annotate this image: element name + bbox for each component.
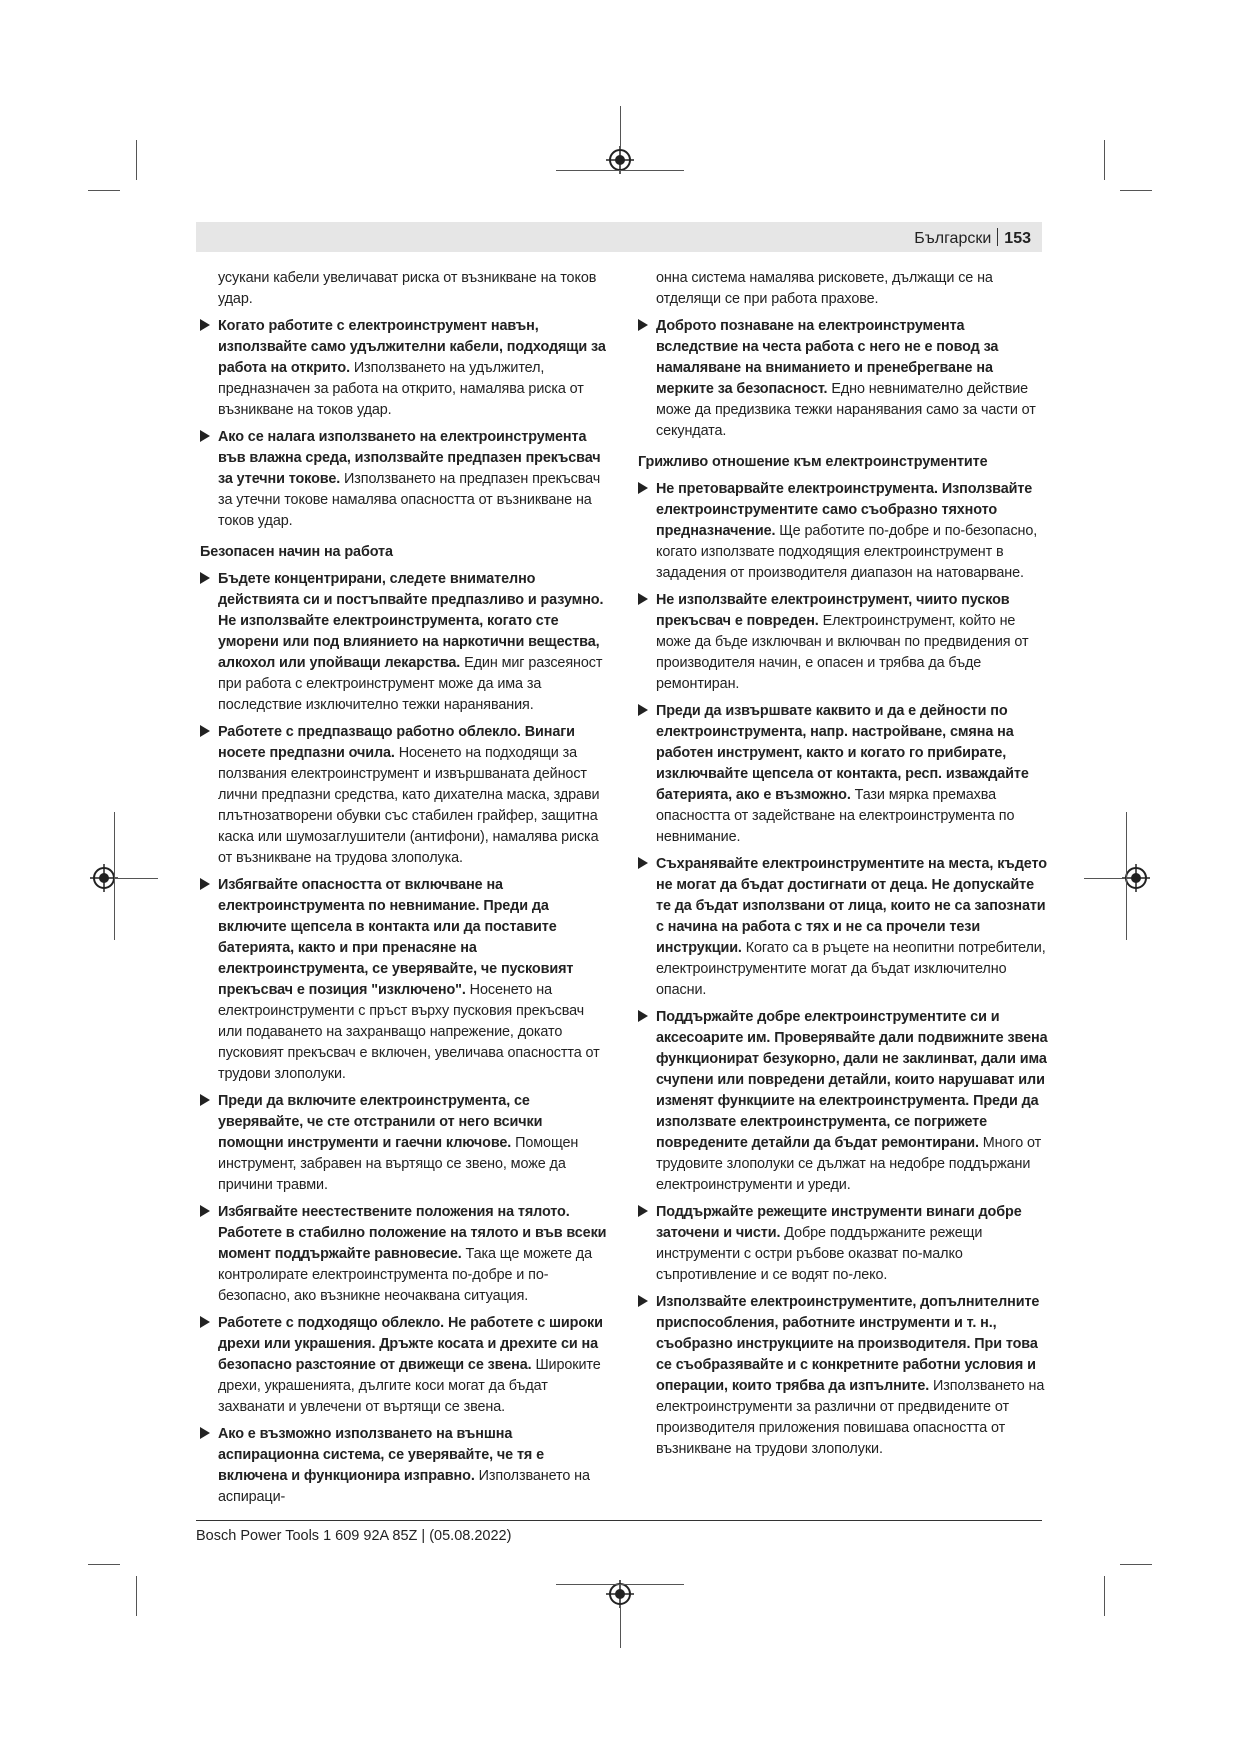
bullet-item: [200, 316, 610, 421]
crop-mark: [1084, 878, 1124, 879]
bullet-list: [200, 316, 610, 532]
bullet-text: Когато са в ръцете на неопитни потребители, електроинструментите могат да бъдат изключително опасни.: [656, 940, 1046, 998]
bullet-list: [638, 479, 1048, 1460]
bullet-bold-text: Работете с предпазващо работно облекло. Винаги носете предпазни очила.: [218, 724, 575, 761]
bullet-triangle-icon: [200, 1427, 210, 1439]
bullet-item: [200, 875, 610, 1085]
bullet-item: [200, 1091, 610, 1196]
paragraph: онна система намалява рисковете, дължащи се на отделящи се при работа прахове.: [656, 270, 993, 307]
crop-mark: [1126, 812, 1127, 940]
bullet-triangle-icon: [200, 1094, 210, 1106]
bullet-bold-text: Не претоварвайте електроинструмента. Използвайте електроинструментите само съобразно тяхното предназначение.: [656, 481, 1033, 539]
bullet-item: [200, 1424, 610, 1508]
bullet-text: Използването на предпазен прекъсвач за утечни токове намалява опасността от възникване на токов удар.: [218, 471, 601, 529]
bullet-item: [200, 1313, 610, 1418]
crop-mark: [118, 878, 158, 879]
bullet-bold-text: Поддържайте добре електроинструментите си и аксесоарите им. Проверявайте дали подвижните звена функционират безукорно, дали не заклинват, дали има счупени или повредени детайли, които нарушават или изменят функциите на електроинструмента. Преди да използвате електроинструмента, се погрижете повредените детайли да бъдат ремонтирани.: [656, 1009, 1048, 1151]
bullet-text: Използването на електроинструменти за различни от предвидените от производителя приложения повишава опасността от възникване на трудови злополуки.: [656, 1378, 1045, 1457]
bullet-text: Добре поддържаните режещи инструменти с остри ръбове оказват по-малко съпротивление и се водят по-леко.: [656, 1225, 983, 1283]
bullet-item: [200, 722, 610, 869]
bullet-text: Помощен инструмент, забравен на въртящо се звено, може да причини травми.: [218, 1135, 579, 1193]
bullet-item: [638, 701, 1048, 848]
bullet-triangle-icon: [638, 593, 648, 605]
bullet-triangle-icon: [200, 878, 210, 890]
paragraph: усукани кабели увеличават риска от възникване на токов удар.: [218, 270, 597, 307]
crop-mark: [620, 1608, 621, 1648]
crop-mark: [1104, 140, 1105, 180]
bullet-item: [638, 316, 1048, 442]
page-header: [914, 228, 1031, 248]
bullet-bold-text: Работете с подходящо облекло. Не работете с широки дрехи или украшения. Дръжте косата и дрехите си на безопасно разстояние от движещи се звена.: [218, 1315, 603, 1373]
bullet-bold-text: Преди да извършвате каквито и да е дейности по електроинструмента, напр. настройване, смяна на работен инструмент, както и когато го прибирате, изключвайте щепсела от контакта, респ. изваждайте батерията, ако е възможно.: [656, 703, 1029, 803]
bullet-item: [638, 1007, 1048, 1196]
bullet-triangle-icon: [200, 430, 210, 442]
bullet-triangle-icon: [200, 725, 210, 737]
bullet-text: Използването на удължител, предназначен за работа на открито, намалява риска от възникване на токов удар.: [218, 360, 584, 418]
crop-mark: [1120, 1564, 1152, 1565]
bullet-item: [638, 854, 1048, 1001]
crop-mark: [1120, 190, 1152, 191]
right-column: [638, 268, 1048, 1466]
bullet-text: Така ще можете да контролирате електроинструмента по-добре и по-безопасно, ако възникне неочаквана ситуация.: [218, 1246, 592, 1304]
bullet-triangle-icon: [200, 319, 210, 331]
bullet-text: Тази мярка премахва опасността от задействане на електроинструмента по невнимание.: [656, 787, 1015, 845]
bullet-triangle-icon: [638, 704, 648, 716]
bullet-text: Ще работите по-добре и по-безопасно, когато използвате подходящия електроинструмент в зададения от производителя диапазон на натоварване.: [656, 523, 1038, 581]
bullet-triangle-icon: [200, 1205, 210, 1217]
bullet-item: [638, 1202, 1048, 1286]
bullet-triangle-icon: [638, 482, 648, 494]
bullet-triangle-icon: [638, 1010, 648, 1022]
bullet-text: Широките дрехи, украшенията, дългите коси могат да бъдат захванати и увлечени от въртящи се звена.: [218, 1357, 601, 1415]
bullet-bold-text: Преди да включите електроинструмента, се уверявайте, че сте отстранили от него всички помощни инструменти и гаечни ключове.: [218, 1093, 543, 1151]
bullet-list: [638, 316, 1048, 442]
bullet-text: Носенето на електроинструменти с пръст върху пусковия прекъсвач или подаването на захранващо напрежение, докато пусковият прекъсвач е включен, увеличава опасността от трудови злополуки.: [218, 982, 600, 1082]
section-heading: Грижливо отношение към електроинструментите: [638, 454, 988, 470]
bullet-item: [638, 1292, 1048, 1460]
crop-mark: [136, 1576, 137, 1616]
header-separator: [997, 228, 998, 246]
page-footer: Bosch Power Tools 1 609 92A 85Z | (05.08.2022): [196, 1528, 512, 1544]
left-column: [200, 268, 610, 1514]
bullet-item: [200, 569, 610, 716]
crop-mark: [556, 170, 684, 171]
bullet-triangle-icon: [638, 857, 648, 869]
crop-mark: [88, 1564, 120, 1565]
bullet-bold-text: Избягвайте опасността от включване на електроинструмента по невнимание. Преди да включите щепсела в контакта или да поставите батерията, както и при пренасяне на електроинструмента, се уверявайте, че пусковият прекъсвач е позиция "изключено".: [218, 877, 574, 998]
page-number: 153: [1004, 230, 1031, 247]
footer-rule: [196, 1520, 1042, 1521]
bullet-bold-text: Избягвайте неестествените положения на тялото. Работете в стабилно положение на тялото и във всеки момент поддържайте равновесие.: [218, 1204, 607, 1262]
bullet-bold-text: Бъдете концентрирани, следете внимателно действията си и постъпвайте предпазливо и разумно. Не използвайте електроинструмента, когато сте уморени или под влиянието на наркотични вещества, алкохол или упойващи лекарства.: [218, 571, 604, 671]
bullet-text: Електроинструмент, който не може да бъде изключван и включван по предвидения от производителя начин, е опасен и трябва да бъде ремонтиран.: [656, 613, 1029, 692]
bullet-text: Един миг разсеяност при работа с електроинструмент може да има за последствие изключително тежки наранявания.: [218, 655, 603, 713]
bullet-triangle-icon: [200, 572, 210, 584]
bullet-bold-text: Ако е възможно използването на външна аспирационна система, се уверявайте, че тя е включена и функционира изправно.: [218, 1426, 545, 1484]
header-language: Български: [914, 230, 992, 247]
bullet-triangle-icon: [200, 1316, 210, 1328]
crop-mark: [88, 190, 120, 191]
crop-mark: [1104, 1576, 1105, 1616]
bullet-bold-text: Ако се налага използването на електроинструмента във влажна среда, използвайте предпазен прекъсвач за утечни токове.: [218, 429, 601, 487]
bullet-text: Едно невнимателно действие може да предизвика тежки наранявания само за части от секундата.: [656, 381, 1036, 439]
bullet-triangle-icon: [638, 1295, 648, 1307]
bullet-text: Много от трудовите злополуки се дължат на недобре поддържани електроинструменти и уреди.: [656, 1135, 1042, 1193]
crop-mark: [620, 106, 621, 146]
bullet-bold-text: Когато работите с електроинструмент навън, използвайте само удължителни кабели, подходящи за работа на открито.: [218, 318, 606, 376]
bullet-list: [200, 569, 610, 1508]
bullet-text: Носенето на подходящи за ползвания електроинструмент и извършваната дейност лични предпазни средства, като дихателна маска, здрави плътнозатворени обувки със стабилен грайфер, защитна каска или шумозаглушители (антифони), намалява риска от възникване на трудова злополука.: [218, 745, 600, 866]
bullet-bold-text: Съхранявайте електроинструментите на места, където не могат да бъдат достигнати от деца. Не допускайте те да бъдат използвани от лица, които не са запознати с начина на работа с тях и не са прочели тези инструкции.: [656, 856, 1047, 956]
bullet-item: [200, 427, 610, 532]
bullet-item: [638, 590, 1048, 695]
bullet-bold-text: Поддържайте режещите инструменти винаги добре заточени и чисти.: [656, 1204, 1022, 1241]
bullet-triangle-icon: [638, 1205, 648, 1217]
section-heading: Безопасен начин на работа: [200, 544, 393, 560]
crop-mark: [556, 1584, 684, 1585]
bullet-item: [200, 1202, 610, 1307]
bullet-item: [638, 479, 1048, 584]
bullet-text: Използването на аспираци-: [218, 1468, 590, 1505]
bullet-bold-text: Не използвайте електроинструмент, чиито пусков прекъсвач е повреден.: [656, 592, 1010, 629]
crop-mark: [136, 140, 137, 180]
bullet-bold-text: Използвайте електроинструментите, допълнителните приспособления, работните инструменти и т. н., съобразно инструкциите на производителя. При това се съобразявайте и с конкретните работни условия и операции, които трябва да изпълните.: [656, 1294, 1040, 1394]
crop-mark: [114, 812, 115, 940]
bullet-triangle-icon: [638, 319, 648, 331]
bullet-bold-text: Доброто познаване на електроинструмента вследствие на честа работа с него не е повод за намаляване на вниманието и пренебрегване на мерките за безопасност.: [656, 318, 999, 397]
